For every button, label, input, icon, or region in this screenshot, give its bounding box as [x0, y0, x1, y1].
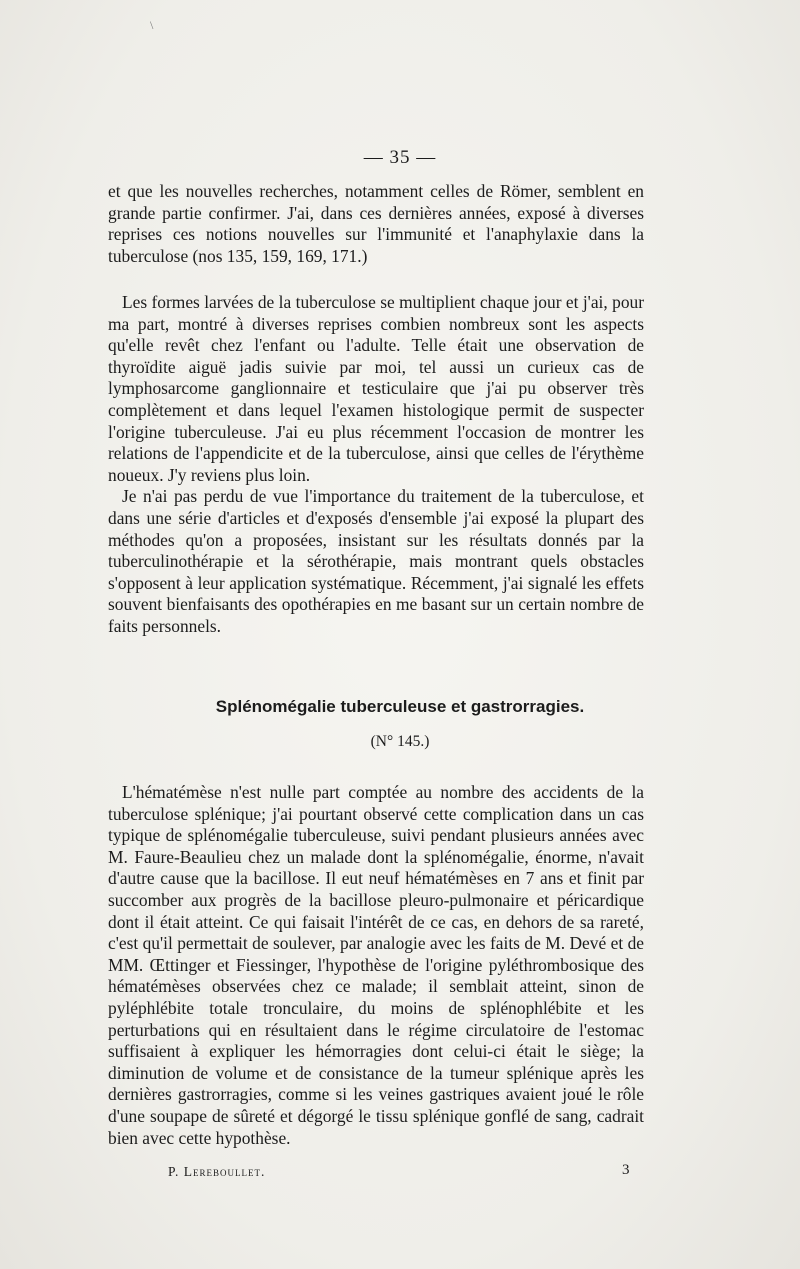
- paragraph-1: et que les nouvelles recherches, notamment celles de Römer, semblent en grande partie confirmer. J'ai, dans ces dernières années, exposé à diverses reprises ces notions nouvelles sur l'immunité et l'anaphylaxie dans la tuberculose (nos 135, 159, 169, 171.): [108, 181, 644, 266]
- section-body-block: [108, 782, 644, 1149]
- footer-author: P. Lereboullet.: [168, 1164, 266, 1179]
- section-title: Splénomégalie tuberculeuse et gastrorragies.: [215, 697, 585, 716]
- intro-paragraph-block: [108, 181, 644, 267]
- page-number: — 35 —: [363, 147, 437, 168]
- paragraph-2: Les formes larvées de la tuberculose se multiplient chaque jour et j'ai, pour ma part, montré à diverses reprises combien nombreux sont les aspects qu'elle revêt chez l'enfant ou l'adulte. Telle était une observation de thyroïdite aiguë jadis suivie par moi, tel aussi un curieux cas de lymphosarcome ganglionnaire et testiculaire que j'ai pu observer très complètement et dans lequel l'examen histologique permit de suspecter l'origine tuberculeuse. J'ai eu plus récemment l'occasion de montrer les relations de l'appendicite et de la tuberculose, ainsi que celles de l'érythème noueux. J'y reviens plus loin.: [108, 292, 644, 485]
- footer-signature: 3: [622, 1162, 630, 1178]
- stray-mark: \: [150, 18, 154, 32]
- paragraph-3: Je n'ai pas perdu de vue l'importance du traitement de la tuberculose, et dans une série d'articles et d'exposés d'ensemble j'ai exposé la plupart des méthodes qu'on a proposées, insistant sur les résultats donnés par la tuberculinothérapie et la sérothérapie, mais montrant quels obstacles s'opposent à leur application systématique. Récemment, j'ai signalé les effets souvent bienfaisants des opothérapies en me basant sur un certain nombre de faits personnels.: [108, 486, 644, 636]
- section-paragraph: L'hématémèse n'est nulle part comptée au nombre des accidents de la tuberculose splénique; j'ai pourtant observé cette complication dans un cas typique de splénomégalie tuberculeuse, suivi pendant plusieurs années avec M. Faure-Beaulieu chez un malade dont la splénomégalie, énorme, n'avait d'autre cause que la bacillose. Il eut neuf hématémèses en 7 ans et finit par succomber aux progrès de la bacillose pleuro-pulmonaire et péricardique dont il était atteint. Ce qui faisait l'intérêt de ce cas, en dehors de sa rareté, c'est qu'il permettait de soulever, par analogie avec les faits de M. Devé et de MM. Œttinger et Fiessinger, l'hypothèse de l'origine pyléthrombosique des hématémèses observées chez ce malade; il semblait atteint, sinon de pyléphlébite totale tronculaire, du moins de splénophlébite et les perturbations qui en résultaient dans le régime circulatoire de l'estomac suffisaient à expliquer les hémorragies dont celui-ci était le siège; la diminution de volume et de consistance de la tumeur splénique après les dernières gastrorragies, comme si les veines gastriques avaient joué le rôle d'une soupape de sûreté et dégorgé le tissu splénique gonflé de sang, cadrait bien avec cette hypothèse.: [108, 782, 644, 1148]
- section-reference: (N° 145.): [370, 733, 430, 750]
- body-paragraph-block: [108, 292, 644, 638]
